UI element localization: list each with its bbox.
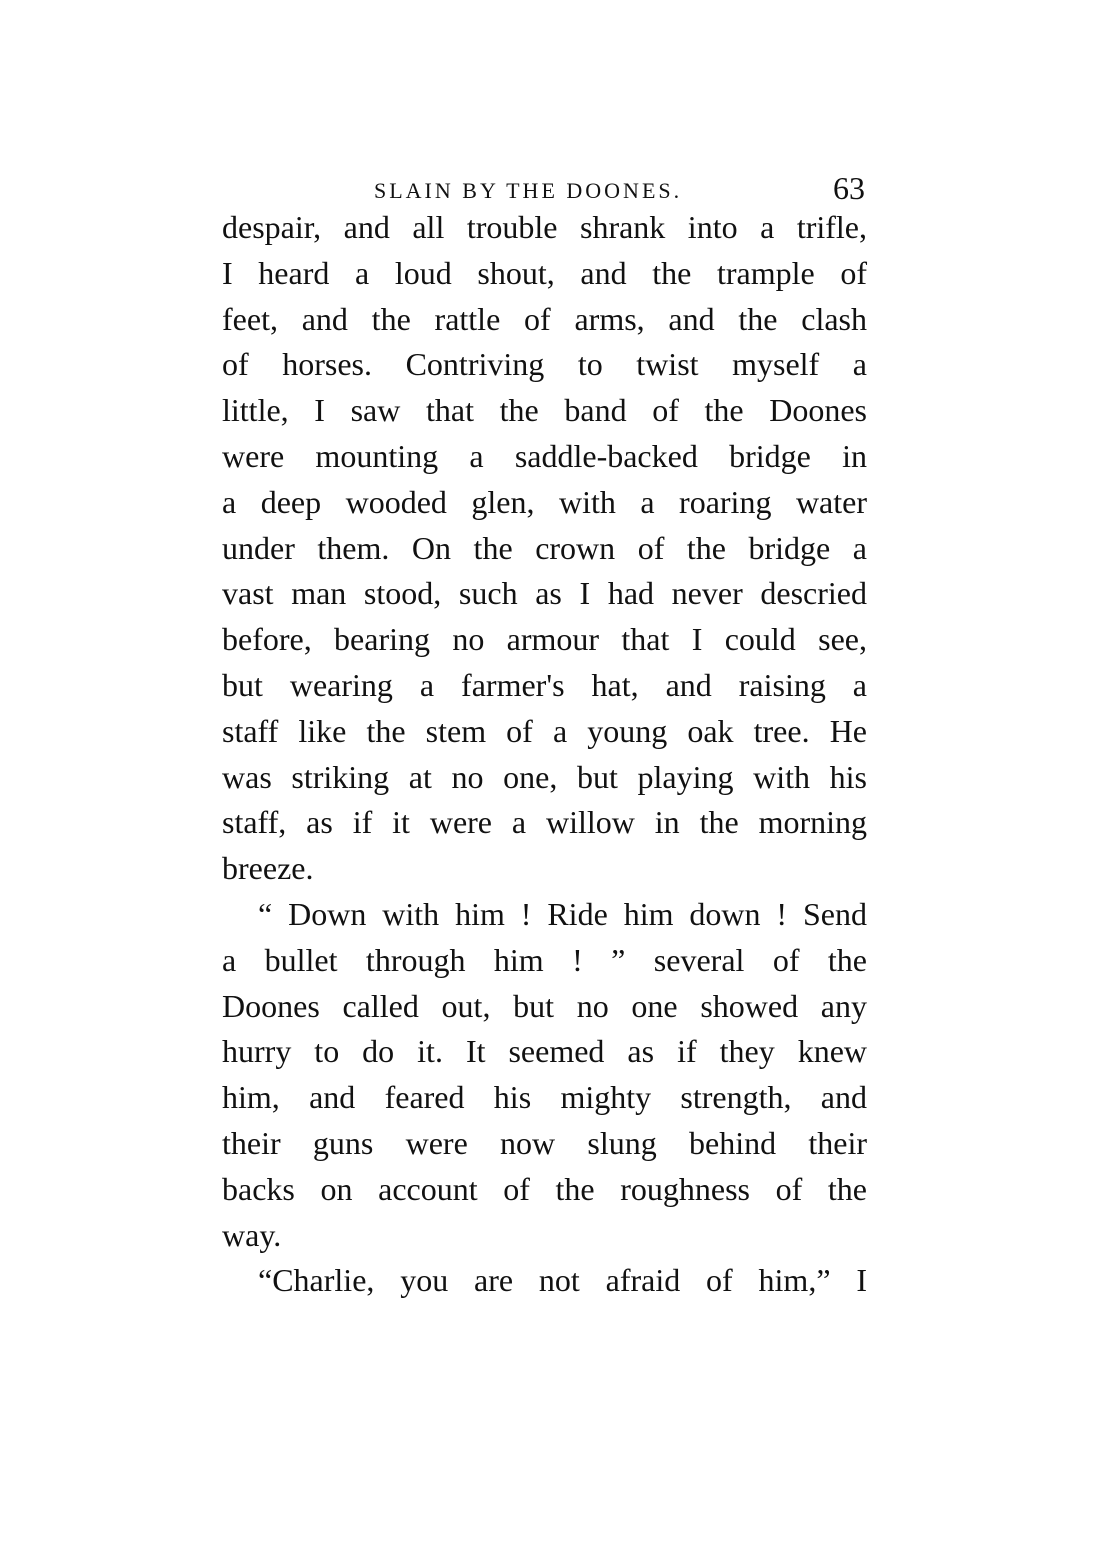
text-line: a bullet through him ! ” several of the bbox=[222, 941, 867, 978]
text-line: staff, as if it were a willow in the morning bbox=[222, 804, 867, 841]
text-line: under them. On the crown of the bridge a bbox=[222, 529, 867, 566]
text-line: breeze. bbox=[222, 850, 314, 887]
text-line: way. bbox=[222, 1216, 282, 1253]
text-line: “ Down with him ! Ride him down ! Send bbox=[258, 895, 867, 932]
text-line: backs on account of the roughness of the bbox=[222, 1170, 867, 1207]
running-title: SLAIN BY THE DOONES. bbox=[374, 178, 683, 203]
page-number: 63 bbox=[833, 170, 865, 206]
text-line: “Charlie, you are not afraid of him,” I bbox=[258, 1262, 867, 1299]
text-line: were mounting a saddle-backed bridge in bbox=[222, 437, 867, 474]
text-line: Doones called out, but no one showed any bbox=[222, 987, 867, 1024]
body-text bbox=[222, 205, 867, 1304]
page-header bbox=[222, 170, 867, 210]
text-line: him, and feared his mighty strength, and bbox=[222, 1079, 867, 1116]
text-line: but wearing a farmer's hat, and raising a bbox=[222, 666, 867, 703]
text-line: staff like the stem of a young oak tree. He bbox=[222, 712, 867, 749]
text-line: feet, and the rattle of arms, and the clash bbox=[222, 300, 867, 337]
text-line: despair, and all trouble shrank into a trifle, bbox=[222, 209, 867, 245]
text-line: I heard a loud shout, and the trample of bbox=[222, 254, 867, 291]
text-line: their guns were now slung behind their bbox=[222, 1124, 867, 1161]
text-line: was striking at no one, but playing with his bbox=[222, 758, 867, 795]
text-line: little, I saw that the band of the Doones bbox=[222, 392, 867, 429]
text-line: before, bearing no armour that I could see, bbox=[222, 621, 867, 658]
text-line: hurry to do it. It seemed as if they knew bbox=[222, 1033, 867, 1070]
text-line: of horses. Contriving to twist myself a bbox=[222, 346, 867, 383]
text-line: vast man stood, such as I had never descried bbox=[222, 575, 867, 612]
text-line: a deep wooded glen, with a roaring water bbox=[222, 483, 867, 520]
